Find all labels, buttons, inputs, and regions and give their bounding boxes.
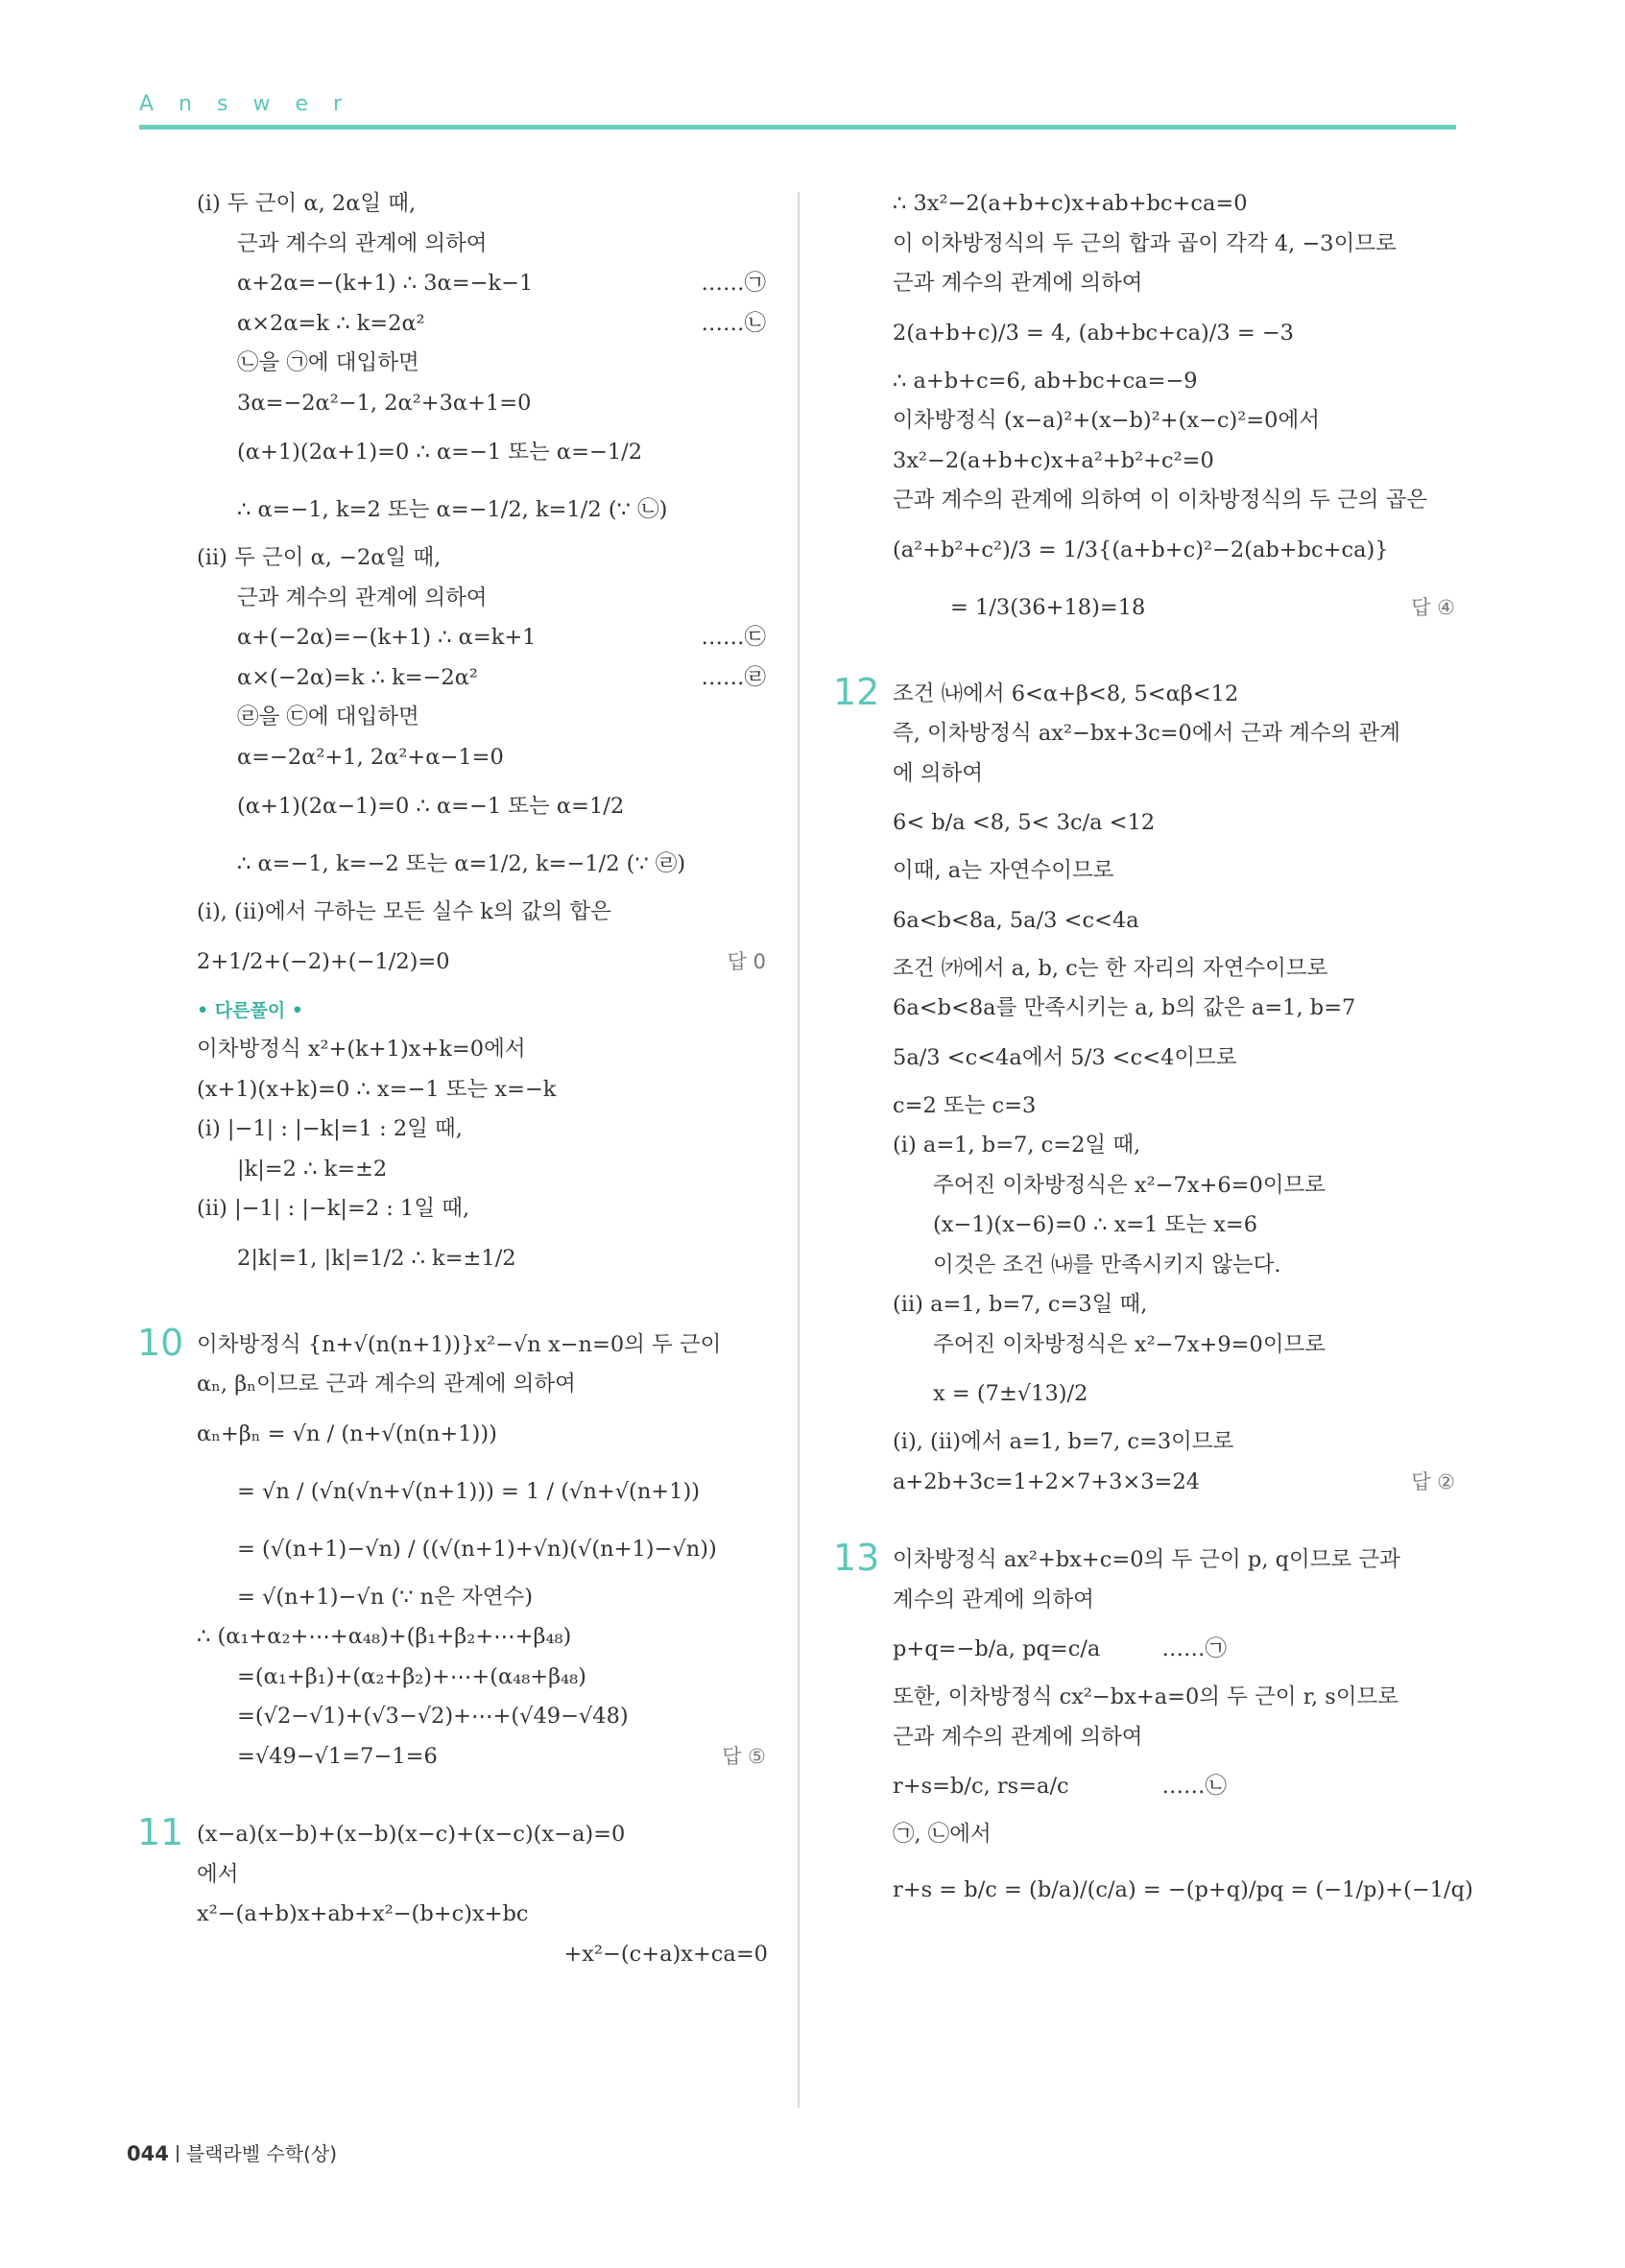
equation-line: = √(n+1)−√n (∵ n은 자연수) [237,1584,533,1610]
equation-line: (α+1)(2α+1)=0 ∴ α=−1 또는 α=−1/2 [237,440,643,465]
solution-line: 이것은 조건 ㈏를 만족시키지 않는다. [933,1252,1281,1277]
equation-line: 3α=−2α²−1, 2α²+3α+1=0 [237,390,532,416]
solution-line: (i) a=1, b=7, c=2일 때, [893,1133,1141,1158]
problem-12-first-line [833,670,1457,715]
equation-line [197,933,768,991]
problem-number: 13 [833,1537,880,1579]
equation-line: r+s = b/c = (b/a)/(c/a) = −(p+q)/pq = (−1/p)+(−1/q) [893,1876,1473,1902]
solution-text: 이차방정식 {n+√(n(n+1))}x²−√n x−n=0의 두 근이 [197,1331,722,1357]
solution-text: 이차방정식 ax²+bx+c=0의 두 근이 p, q이므로 근과 [893,1547,1400,1572]
section-header: Answer [139,92,368,116]
solution-line: 근과 계수의 관계에 의하여 [893,1724,1143,1750]
equation-line [893,579,1457,636]
problem-10-first-line [137,1321,768,1366]
equation-line [197,1737,768,1778]
alt-label-text: • 다른풀이 • [197,999,303,1021]
equation-text: (x−a)(x−b)+(x−b)(x−c)+(x−c)(x−a)=0 [197,1822,626,1847]
alt-solution-label [197,991,768,1031]
spacer [893,636,1457,675]
book-title: 블랙라벨 수학(상) [185,2142,338,2165]
equation-line: 이차방정식 (x−a)²+(x−b)²+(x−c)²=0에서 [893,408,1320,433]
solution-text: 조건 ㈏에서 6<α+β<8, 5<αβ<12 [893,680,1239,706]
equation-line: 2(a+b+c)/3 = 4, (ab+bc+ca)/3 = −3 [893,320,1294,346]
solution-line: 조건 ㈎에서 a, b, c는 한 자리의 자연수이므로 [893,955,1328,981]
solution-line: 주어진 이차방정식은 x²−7x+9=0이므로 [933,1331,1326,1357]
solution-line: 이 이차방정식의 두 근의 합과 곱이 각각 4, −3이므로 [893,230,1397,256]
equation-line: 6< b/a <8, 5< 3c/a <12 [893,810,1156,835]
left-column [137,184,768,1974]
equation-tag: ……㉡ [1161,1774,1227,1799]
solution-line: 즉, 이차방정식 ax²−bx+3c=0에서 근과 계수의 관계 [893,721,1400,746]
equation-text: =√49−√1=7−1=6 [237,1743,438,1769]
equation-tag: ……㉠ [1161,1636,1227,1661]
equation-text: 2+1/2+(−2)+(−1/2)=0 [197,948,450,974]
equation-line [893,1463,1457,1503]
solution-line: (ii) |−1| : |−k|=2 : 1일 때, [197,1196,470,1221]
solution-line: ㉡을 ㉠에 대입하면 [237,350,419,375]
solution-line: 근과 계수의 관계에 의하여 [893,271,1143,296]
equation-line [893,1757,1457,1815]
equation-line: c=2 또는 c=3 [893,1092,1037,1118]
equation-line: 5a/3 <c<4a에서 5/3 <c<4이므로 [893,1044,1237,1070]
solution-line: 근과 계수의 관계에 의하여 [237,585,488,610]
equation-line: =(α₁+β₁)+(α₂+β₂)+⋯+(α₄₈+β₄₈) [237,1663,586,1689]
equation-line [893,1620,1457,1678]
equation-line: (a²+b²+c²)/3 = 1/3{(a+b+c)²−2(ab+bc+ca)} [893,537,1389,562]
equation-line: = √n / (√n(√n+√(n+1))) = 1 / (√n+√(n+1)) [237,1478,701,1504]
problem-11-first-line [137,1811,768,1855]
solution-line: 6a<b<8a를 만족시키는 a, b의 값은 a=1, b=7 [893,995,1356,1020]
equation-line: α=−2α²+1, 2α²+α−1=0 [237,744,504,770]
problem-number: 12 [833,670,880,713]
solution-line: 이차방정식 x²+(k+1)x+k=0에서 [197,1037,526,1062]
equation-text: a+2b+3c=1+2×7+3×3=24 [893,1468,1201,1494]
column-divider [798,192,800,2108]
page-footer [127,2138,337,2166]
equation-line: 6a<b<8a, 5a/3 <c<4a [893,907,1139,933]
equation-line [197,304,768,345]
solution-line: (i) 두 근이 α, 2α일 때, [197,191,417,216]
problem-number: 10 [137,1321,184,1364]
footer-separator [177,2145,179,2162]
equation-text: p+q=−b/a, pq=c/a [893,1636,1101,1661]
solution-line: 에서 [197,1861,239,1887]
answer-label: 답 0 [727,949,766,973]
solution-line: αₙ, βₙ이므로 근과 계수의 관계에 의하여 [197,1372,576,1397]
solution-line: ㉠, ㉡에서 [893,1822,992,1847]
solution-line: 에 의하여 [893,760,984,786]
spacer [197,1287,768,1325]
equation-tag: ……㉠ [701,271,766,296]
header-rule [139,125,1456,130]
spacer [197,1777,768,1815]
equation-line: |k|=2 ∴ k=±2 [237,1156,388,1182]
equation-line: ∴ 3x²−2(a+b+c)x+ab+bc+ca=0 [893,191,1248,216]
solution-line: (i) |−1| : |−k|=1 : 2일 때, [197,1116,463,1141]
equation-text: r+s=b/c, rs=a/c [893,1774,1069,1799]
solution-line: (i), (ii)에서 구하는 모든 실수 k의 값의 합은 [197,899,611,924]
equation-line: (x+1)(x+k)=0 ∴ x=−1 또는 x=−k [197,1076,557,1102]
solution-line: (i), (ii)에서 a=1, b=7, c=3이므로 [893,1429,1234,1454]
equation-text: α×(−2α)=k ∴ k=−2α² [237,664,478,690]
equation-line: (α+1)(2α−1)=0 ∴ α=−1 또는 α=1/2 [237,794,625,819]
equation-line: ∴ α=−1, k=2 또는 α=−1/2, k=1/2 (∵ ㉡) [237,497,668,522]
equation-tag: ……㉡ [701,310,766,336]
equation-line: =(√2−√1)+(√3−√2)+⋯+(√49−√48) [237,1704,629,1729]
solution-line: 근과 계수의 관계에 의하여 [237,230,488,256]
solution-line: 계수의 관계에 의하여 [893,1587,1094,1612]
answer-label: 답 ⑤ [722,1744,766,1768]
equation-text: α+2α=−(k+1) ∴ 3α=−k−1 [237,271,534,296]
equation-text: = 1/3(36+18)=18 [950,594,1146,620]
equation-line: = (√(n+1)−√n) / ((√(n+1)+√n)(√(n+1)−√n)) [237,1536,717,1562]
solution-line: (ii) 두 근이 α, −2α일 때, [197,545,442,570]
equation-line: αₙ+βₙ = √n / (n+√(n(n+1))) [197,1420,497,1446]
equation-line: +x²−(c+a)x+ca=0 [563,1941,768,1967]
solution-line: 이때, a는 자연수이므로 [893,858,1114,883]
equation-text: α×2α=k ∴ k=2α² [237,310,425,336]
equation-line: x²−(a+b)x+ab+x²−(b+c)x+bc [197,1901,529,1926]
equation-line [197,618,768,658]
answer-label: 답 ④ [1411,595,1455,619]
equation-line: (x−1)(x−6)=0 ∴ x=1 또는 x=6 [933,1212,1258,1237]
equation-tag: ……㉢ [701,625,766,650]
solution-line: (ii) a=1, b=7, c=3일 때, [893,1292,1148,1317]
equation-line: ∴ a+b+c=6, ab+bc+ca=−9 [893,368,1198,394]
page-number: 044 [127,2142,169,2165]
right-column [833,184,1473,1924]
problem-13-first-line [833,1537,1457,1581]
spacer [893,1502,1457,1540]
solution-line: 주어진 이차방정식은 x²−7x+6=0이므로 [933,1172,1326,1198]
solution-line: 근과 계수의 관계에 의하여 이 이차방정식의 두 근의 곱은 [893,488,1428,513]
equation-line [197,658,768,699]
equation-text: α+(−2α)=−(k+1) ∴ α=k+1 [237,625,537,650]
answer-label: 답 ② [1411,1469,1455,1493]
equation-line: ∴ (α₁+α₂+⋯+α₄₈)+(β₁+β₂+⋯+β₄₈) [197,1624,572,1649]
equation-tag: ……㉣ [701,664,766,690]
equation-line: 2|k|=1, |k|=1/2 ∴ k=±1/2 [237,1245,516,1271]
equation-line [197,264,768,304]
equation-line: x = (7±√13)/2 [933,1381,1088,1406]
solution-line: 또한, 이차방정식 cx²−bx+a=0의 두 근이 r, s이므로 [893,1684,1399,1709]
solution-line: ㉣을 ㉢에 대입하면 [237,704,419,729]
problem-number: 11 [137,1811,184,1853]
equation-line: 3x²−2(a+b+c)x+a²+b²+c²=0 [893,447,1214,473]
equation-line: ∴ α=−1, k=−2 또는 α=1/2, k=−1/2 (∵ ㉣) [237,851,686,876]
